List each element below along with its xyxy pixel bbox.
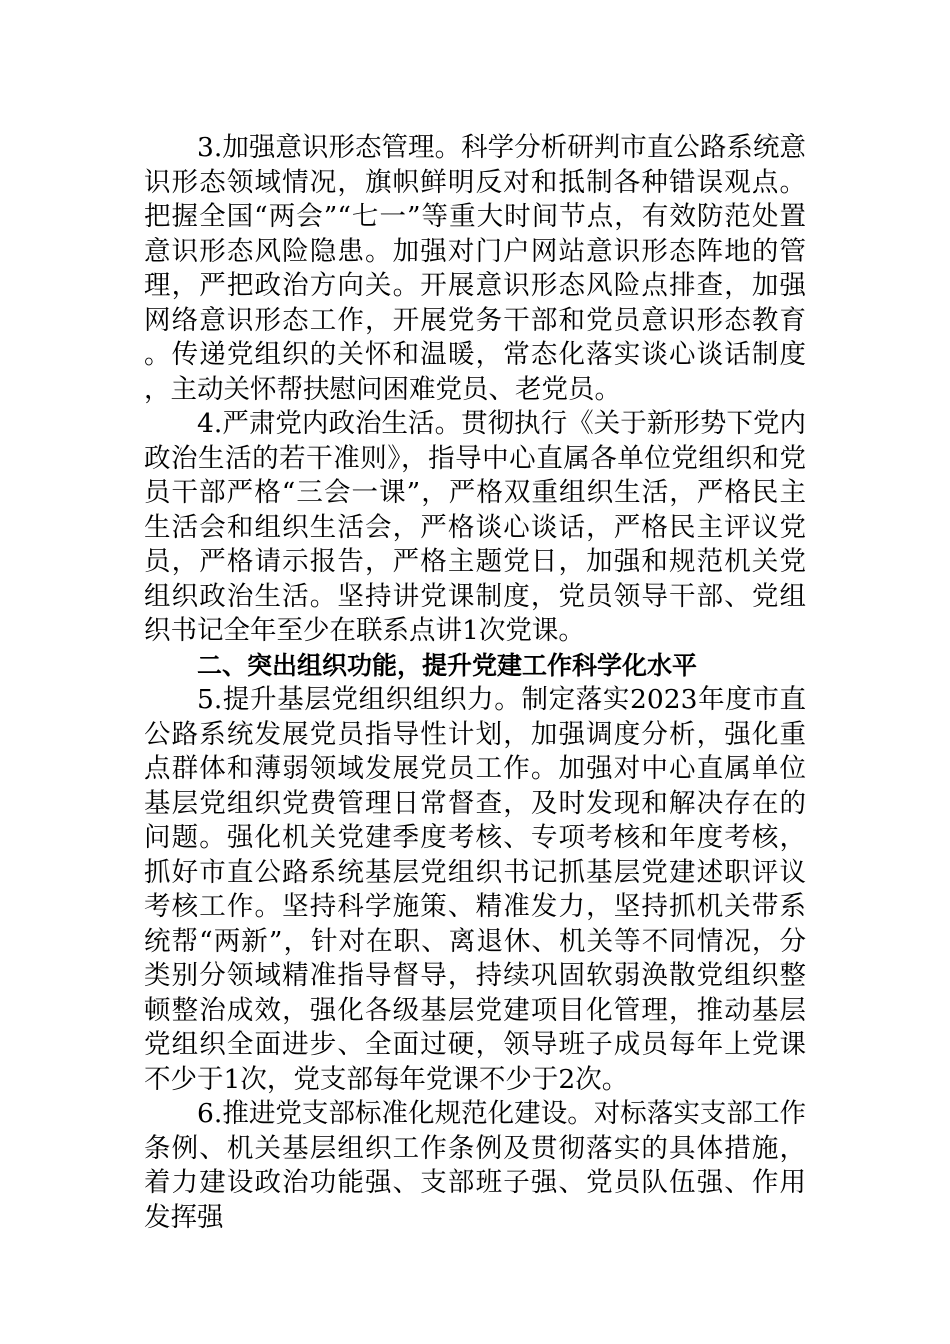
paragraph-party-political-life: 4.严肃党内政治生活。贯彻执行《关于新形势下党内政治生活的若干准则》，指导中心直属各单位党组织和党员干部严格“三会一课”，严格双重组织生活，严格民主生活会和组织生活会，严格谈心谈话，严格民主评议党员，严格请示报告，严格主题党日，加强和规范机关党组织政治生活。坚持讲党课制度，党员领导干部、党组织书记全年至少在联系点讲1次党课。 <box>144 408 806 646</box>
paragraph-ideology-management: 3.加强意识形态管理。科学分析研判市直公路系统意识形态领域情况，旗帜鲜明反对和抵制各种错误观点。把握全国“两会”“七一”等重大时间节点，有效防范处置意识形态风险隐患。加强对门户网站意识形态阵地的管理，严把政治方向关。开展意识形态风险点排查，加强网络意识形态工作，开展党务干部和党员意识形态教育。传递党组织的关怀和温暖，常态化落实谈心谈话制度，主动关怀帮扶慰问困难党员、老党员。 <box>144 132 806 405</box>
paragraph-grassroots-organization: 5.提升基层党组织组织力。制定落实2023年度市直公路系统发展党员指导性计划，加强调度分析，强化重点群体和薄弱领域发展党员工作。加强对中心直属单位基层党组织党费管理日常督查，及时发现和解决存在的问题。强化机关党建季度考核、专项考核和年度考核，抓好市直公路系统基层党组织书记抓基层党建述职评议考核工作。坚持科学施策、精准发力，坚持抓机关带系统帮“两新”，针对在职、离退休、机关等不同情况，分类别分领域精准指导督导，持续巩固软弱涣散党组织整顿整治成效，强化各级基层党建项目化管理，推动基层党组织全面进步、全面过硬，领导班子成员每年上党课不少于1次，党支部每年党课不少于2次。 <box>144 684 806 1095</box>
section-heading-organization-function: 二、突出组织功能，提升党建工作科学化水平 <box>197 650 698 680</box>
paragraph-branch-standardization: 6.推进党支部标准化规范化建设。对标落实支部工作条例、机关基层组织工作条例及贯彻落实的具体措施，着力建设政治功能强、支部班子强、党员队伍强、作用发挥强 <box>144 1098 806 1233</box>
document-page <box>144 131 806 1235</box>
